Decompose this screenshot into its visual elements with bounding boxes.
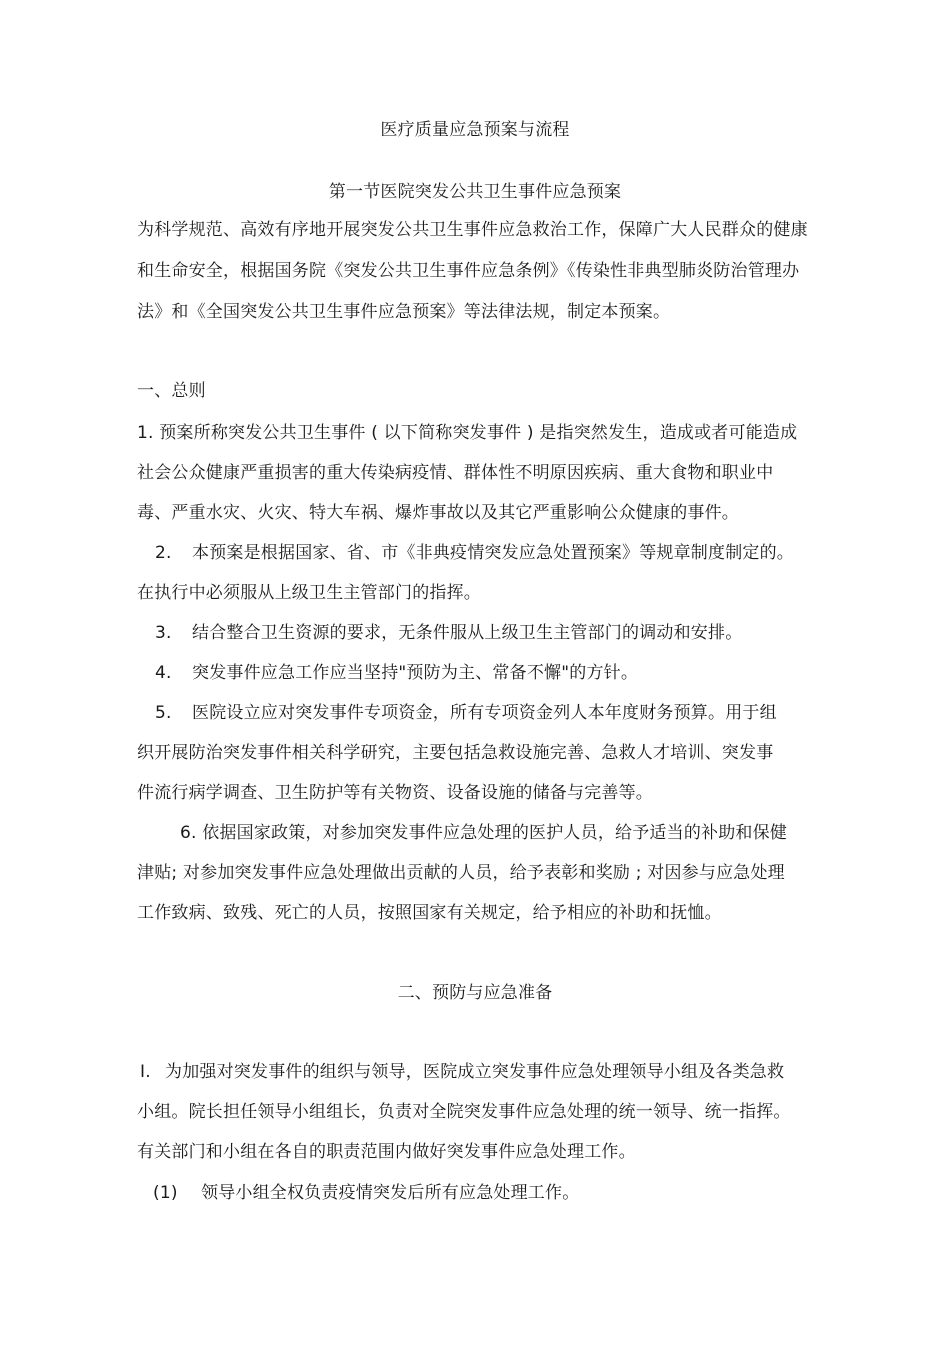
chapter2-item1-line-2: 小组。院长担任领导小组组长，负责对全院突发事件应急处理的统一领导、统一指挥。: [137, 1102, 791, 1122]
chapter1-item1-line-3: 毒、严重水灾、火灾、特大车祸、爆炸事故以及其它严重影响公众健康的事件。: [137, 503, 739, 523]
chapter1-item2-line-2: 在执行中必须服从上级卫生主管部门的指挥。: [137, 583, 481, 603]
chapter1-item5-line-2: 织开展防治突发事件相关科学研究，主要包括急救设施完善、急救人才培训、突发事: [137, 743, 774, 763]
chapter1-item5-line-3: 件流行病学调查、卫生防护等有关物资、设备设施的储备与完善等。: [137, 783, 653, 803]
chapter1-item1-line-1: 1. 预案所称突发公共卫生事件 ( 以下简称突发事件 ) 是指突然发生，造成或者可能造成: [137, 423, 798, 443]
intro-line-3: 法》和《全国突发公共卫生事件应急预案》等法律法规，制定本预案。: [137, 302, 671, 322]
section-title: 第一节医院突发公共卫生事件应急预案: [328, 182, 622, 202]
chapter1-item3-text: 结合整合卫生资源的要求，无条件服从上级卫生主管部门的调动和安排。: [192, 623, 743, 643]
chapter1-item6-line-2: 津贴; 对参加突发事件应急处理做出贡献的人员，给予表彰和奖励 ; 对因参与应急处理: [137, 863, 785, 883]
chapter2-sub1-number: (1): [153, 1183, 178, 1203]
chapter1-item2-line-1: 本预案是根据国家、省、市《非典疫情突发应急处置预案》等规章制度制定的。: [192, 543, 794, 563]
chapter1-item4-text: 突发事件应急工作应当坚持"预防为主、常备不懈"的方针。: [192, 663, 639, 683]
chapter2-item1-line-1: 为加强对突发事件的组织与领导，医院成立突发事件应急处理领导小组及各类急救: [165, 1062, 785, 1082]
chapter1-item5-line-1: 医院设立应对突发事件专项资金，所有专项资金列人本年度财务预算。用于组: [192, 703, 777, 723]
chapter2-item1-line-3: 有关部门和小组在各自的职责范围内做好突发事件应急处理工作。: [137, 1142, 636, 1162]
chapter1-item6-line-1: 6. 依据国家政策，对参加突发事件应急处理的医护人员，给予适当的补助和保健: [180, 823, 788, 843]
chapter1-item5-number: 5.: [155, 703, 172, 723]
chapter2-item1-number: I.: [140, 1062, 151, 1082]
chapter2-heading: 二、预防与应急准备: [397, 983, 553, 1003]
document-title: 医疗质量应急预案与流程: [380, 120, 570, 140]
intro-line-2: 和生命安全，根据国务院《突发公共卫生事件应急条例》《传染性非典型肺炎防治管理办: [137, 261, 800, 281]
intro-line-1: 为科学规范、高效有序地开展突发公共卫生事件应急救治工作，保障广大人民群众的健康: [137, 220, 808, 240]
chapter1-item6-line-3: 工作致病、致残、死亡的人员，按照国家有关规定，给予相应的补助和抚恤。: [137, 903, 722, 923]
chapter1-item1-line-2: 社会公众健康严重损害的重大传染病疫情、群体性不明原因疾病、重大食物和职业中: [137, 463, 774, 483]
chapter1-item4-number: 4.: [155, 663, 172, 683]
chapter1-item2-number: 2.: [155, 543, 172, 563]
chapter2-sub1-text: 领导小组全权负责疫情突发后所有应急处理工作。: [201, 1183, 580, 1203]
chapter1-heading: 一、总则: [137, 381, 206, 401]
chapter1-item3-number: 3.: [155, 623, 172, 643]
